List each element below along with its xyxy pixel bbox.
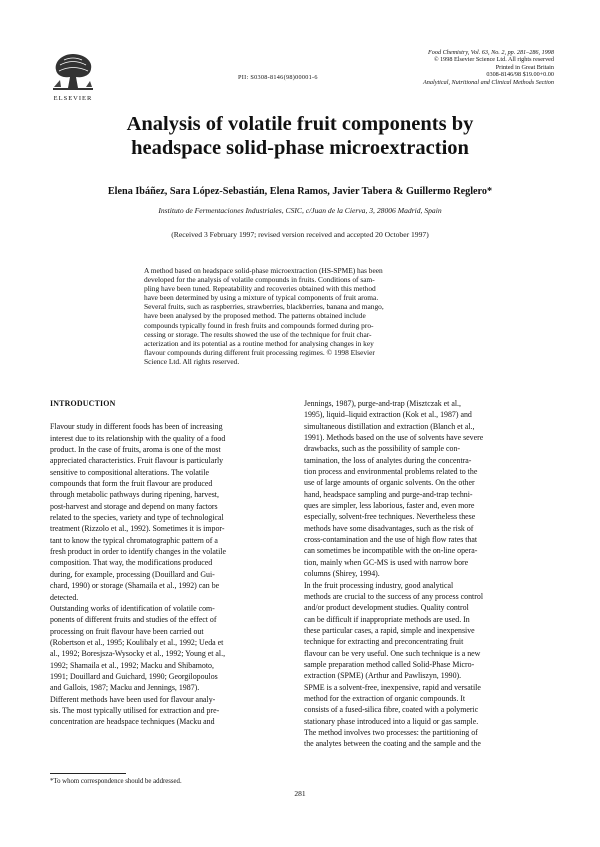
abstract-line: have been determined by using a mixture of typical components of fruit aroma. xyxy=(144,293,379,303)
title-line: headspace solid-phase microextraction xyxy=(131,137,469,159)
abstract-line: A method based on headspace solid-phase microextraction (HS-SPME) has been xyxy=(144,266,383,275)
body-line: tamination, the loss of analytes during the concentra- xyxy=(304,455,472,465)
body-line: consists of a fused-silica fibre, coated with a polymeric xyxy=(304,705,479,715)
right-column xyxy=(304,398,550,750)
section-heading: INTRODUCTION xyxy=(50,399,116,408)
abstract-line: Several fruits, such as raspberries, strawberries, blackberries, banana and mango, xyxy=(144,302,384,312)
body-line: 1991). Methods based on the use of solvents have severe xyxy=(304,433,484,443)
body-line: extraction (SPME) (Arthur and Pawliszyn, 1990). xyxy=(304,671,462,681)
issn-line: 0308-8146/98 $19.00+0.00 xyxy=(486,71,554,79)
body-line: these particular cases, a rapid, simple and inexpensive xyxy=(304,625,475,635)
body-line: interest due to its relationship with the quality of a food xyxy=(50,433,226,443)
body-line: technique for extracting and preconcentrating fruit xyxy=(304,637,464,647)
abstract-line: Science Ltd. All rights reserved. xyxy=(144,356,240,366)
body-line: 1992; Shamaila et al., 1992; Macku and Shibamoto, xyxy=(50,660,214,670)
body-line: chard, 1990) or storage (Shamaila et al., 1992) can be xyxy=(50,581,220,591)
title-line: Analysis of volatile fruit components by xyxy=(126,113,474,135)
body-line: through metabolic pathways during ripening, harvest, xyxy=(50,490,219,500)
body-line: related to the species, variety and type of technological xyxy=(50,513,224,523)
body-line: sis. The most typically utilised for extraction and pre- xyxy=(50,705,220,715)
body-line: 1995), liquid–liquid extraction (Kok et al., 1987) and xyxy=(304,410,472,420)
copyright-line: © 1998 Elsevier Science Ltd. All rights reserved xyxy=(433,56,554,64)
body-line: methods have some disadvantages, such as the risk of xyxy=(304,523,474,533)
publisher-name: ELSEVIER xyxy=(53,95,93,102)
abstract-line: compounds typically found in fresh fruits and compounds formed during pro- xyxy=(144,320,374,330)
body-line: simultaneous distillation and extraction (Blanch et al., xyxy=(304,421,475,431)
abstract-line: flavour compounds during different fruit processing regimes. © 1998 Elsevier xyxy=(144,347,375,357)
body-line: al., 1992; Boresjsza-Wysocky et al., 1992; Young et al., xyxy=(50,649,226,659)
body-line: Jennings, 1987), purge-and-trap (Misztczak et al., xyxy=(304,399,461,408)
body-line: fresh product in order to identify changes in the volatile xyxy=(50,547,226,557)
body-line: composition. That way, the modifications produced xyxy=(50,558,213,568)
body-line: stationary phase introduced into a liquid or gas sample. xyxy=(304,716,479,726)
body-line: (Robertson et al., 1995; Koulibaly et al., 1992; Ueda et xyxy=(50,637,224,647)
affiliation: Instituto de Fermentaciones Industriales, CSIC, c/Juan de la Cierva, 3, 28006 Madrid, Spain xyxy=(158,206,442,215)
journal-info xyxy=(354,49,554,86)
body-line: In the fruit processing industry, good analytical xyxy=(304,580,454,590)
body-line: treatment (Rizzolo et al., 1992). Sometimes it is impor- xyxy=(50,524,225,534)
article-title xyxy=(60,112,540,160)
body-line: columns (Shirey, 1994). xyxy=(304,569,380,579)
body-line: use of large amounts of organic solvents. On the other xyxy=(304,478,475,488)
body-line: flavour can be very useful. One such technique is a new xyxy=(304,648,481,658)
abstract-line: have been analysed by the proposed method. The patterns obtained include xyxy=(144,311,366,321)
abstract-line: pling have been tuned. Repeatability and recoveries obtained with this method xyxy=(144,284,376,294)
abstract-line: acterization and its potential as a routine method for analysing changes in key xyxy=(144,338,374,348)
publisher-logo xyxy=(50,50,96,102)
body-line: cross-contamination and the use of high flow rates that xyxy=(304,535,478,545)
body-line: product. In the case of fruits, aroma is one of the most xyxy=(50,445,221,455)
body-line: Different methods have been used for flavour analy- xyxy=(50,694,216,704)
body-line: drawbacks, such as the possibility of sample con- xyxy=(304,444,461,454)
body-line: The method involves two processes: the partitioning of xyxy=(304,727,478,737)
body-line: concentration are headspace techniques (Macku and xyxy=(50,717,215,727)
body-line: Flavour study in different foods has been of increasing xyxy=(50,422,223,432)
body-line: especially, solvent-free techniques. Nevertheless these xyxy=(304,512,476,522)
body-line: post-harvest and storage and depend on many factors xyxy=(50,501,218,511)
body-line: tant to know the typical chromatographic pattern of a xyxy=(50,535,218,545)
body-line: tion, mainly when GC-MS is used with narrow bore xyxy=(304,557,469,567)
body-line: hand, headspace sampling and purge-and-trap techni- xyxy=(304,489,473,499)
body-line: can be difficult if inappropriate methods are used. In xyxy=(304,614,470,624)
body-line: the analytes between the coating and the sample and the xyxy=(304,739,481,749)
body-line: sensitive to compositional alterations. The volatile xyxy=(50,467,209,477)
body-line: appreciated characteristics. Fruit flavour is particularly xyxy=(50,456,224,466)
body-line: and/or product development studies. Quality control xyxy=(304,603,469,613)
author-list: Elena Ibáñez, Sara López-Sebastián, Elena Ramos, Javier Tabera & Guillermo Reglero* xyxy=(107,186,493,197)
correspondence-footnote: *To whom correspondence should be addressed. xyxy=(50,778,182,785)
body-line: can sometimes be incompatible with the on-line opera- xyxy=(304,546,478,556)
page-number: 281 xyxy=(294,789,306,798)
body-line: and Gallois, 1987; Macku and Jennings, 1987). xyxy=(50,683,200,693)
section-line: Analytical, Nutritional and Clinical Methods Section xyxy=(423,78,554,86)
printed-line: Printed in Great Britain xyxy=(495,63,554,71)
body-line: SPME is a solvent-free, inexpensive, rapid and versatile xyxy=(304,682,481,692)
abstract xyxy=(144,266,466,366)
body-line: sample preparation method called Solid-Phase Micro- xyxy=(304,659,475,669)
body-line: processing on fruit flavour have been carried out xyxy=(50,626,204,636)
pii-code: PII: S0308-8146(98)00001-6 xyxy=(238,74,318,81)
tree-logo-icon xyxy=(50,50,96,94)
left-column xyxy=(50,398,296,728)
body-line: Outstanding works of identification of volatile com- xyxy=(50,603,215,613)
body-line: during, for example, processing (Douillard and Gui- xyxy=(50,569,215,579)
body-line: ques are simpler, less laborious, faster and, even more xyxy=(304,501,475,511)
journal-citation: Food Chemistry, Vol. 63, No. 2, pp. 281–286, 1998 xyxy=(428,49,554,56)
body-line: tion process and environmental problems related to the xyxy=(304,467,478,477)
abstract-line: cessing or storage. The results showed the use of the technique for fruit char- xyxy=(144,329,372,339)
body-line: compounds that form the fruit flavour are produced xyxy=(50,479,213,489)
received-dates: (Received 3 February 1997; revised version received and accepted 20 October 1997) xyxy=(171,230,429,239)
body-line: 1991; Douillard and Guichard, 1990; Georgilopoulos xyxy=(50,671,218,681)
footnote-divider xyxy=(50,773,126,774)
body-line: ponents of different fruits and studies of the effect of xyxy=(50,615,217,625)
body-line: methods are crucial to the success of any process control xyxy=(304,591,484,601)
abstract-line: developed for the analysis of volatile compounds in fruits. Conditions of sam- xyxy=(144,275,375,285)
body-line: method for the extraction of organic compounds. It xyxy=(304,693,466,703)
body-line: detected. xyxy=(50,592,79,602)
